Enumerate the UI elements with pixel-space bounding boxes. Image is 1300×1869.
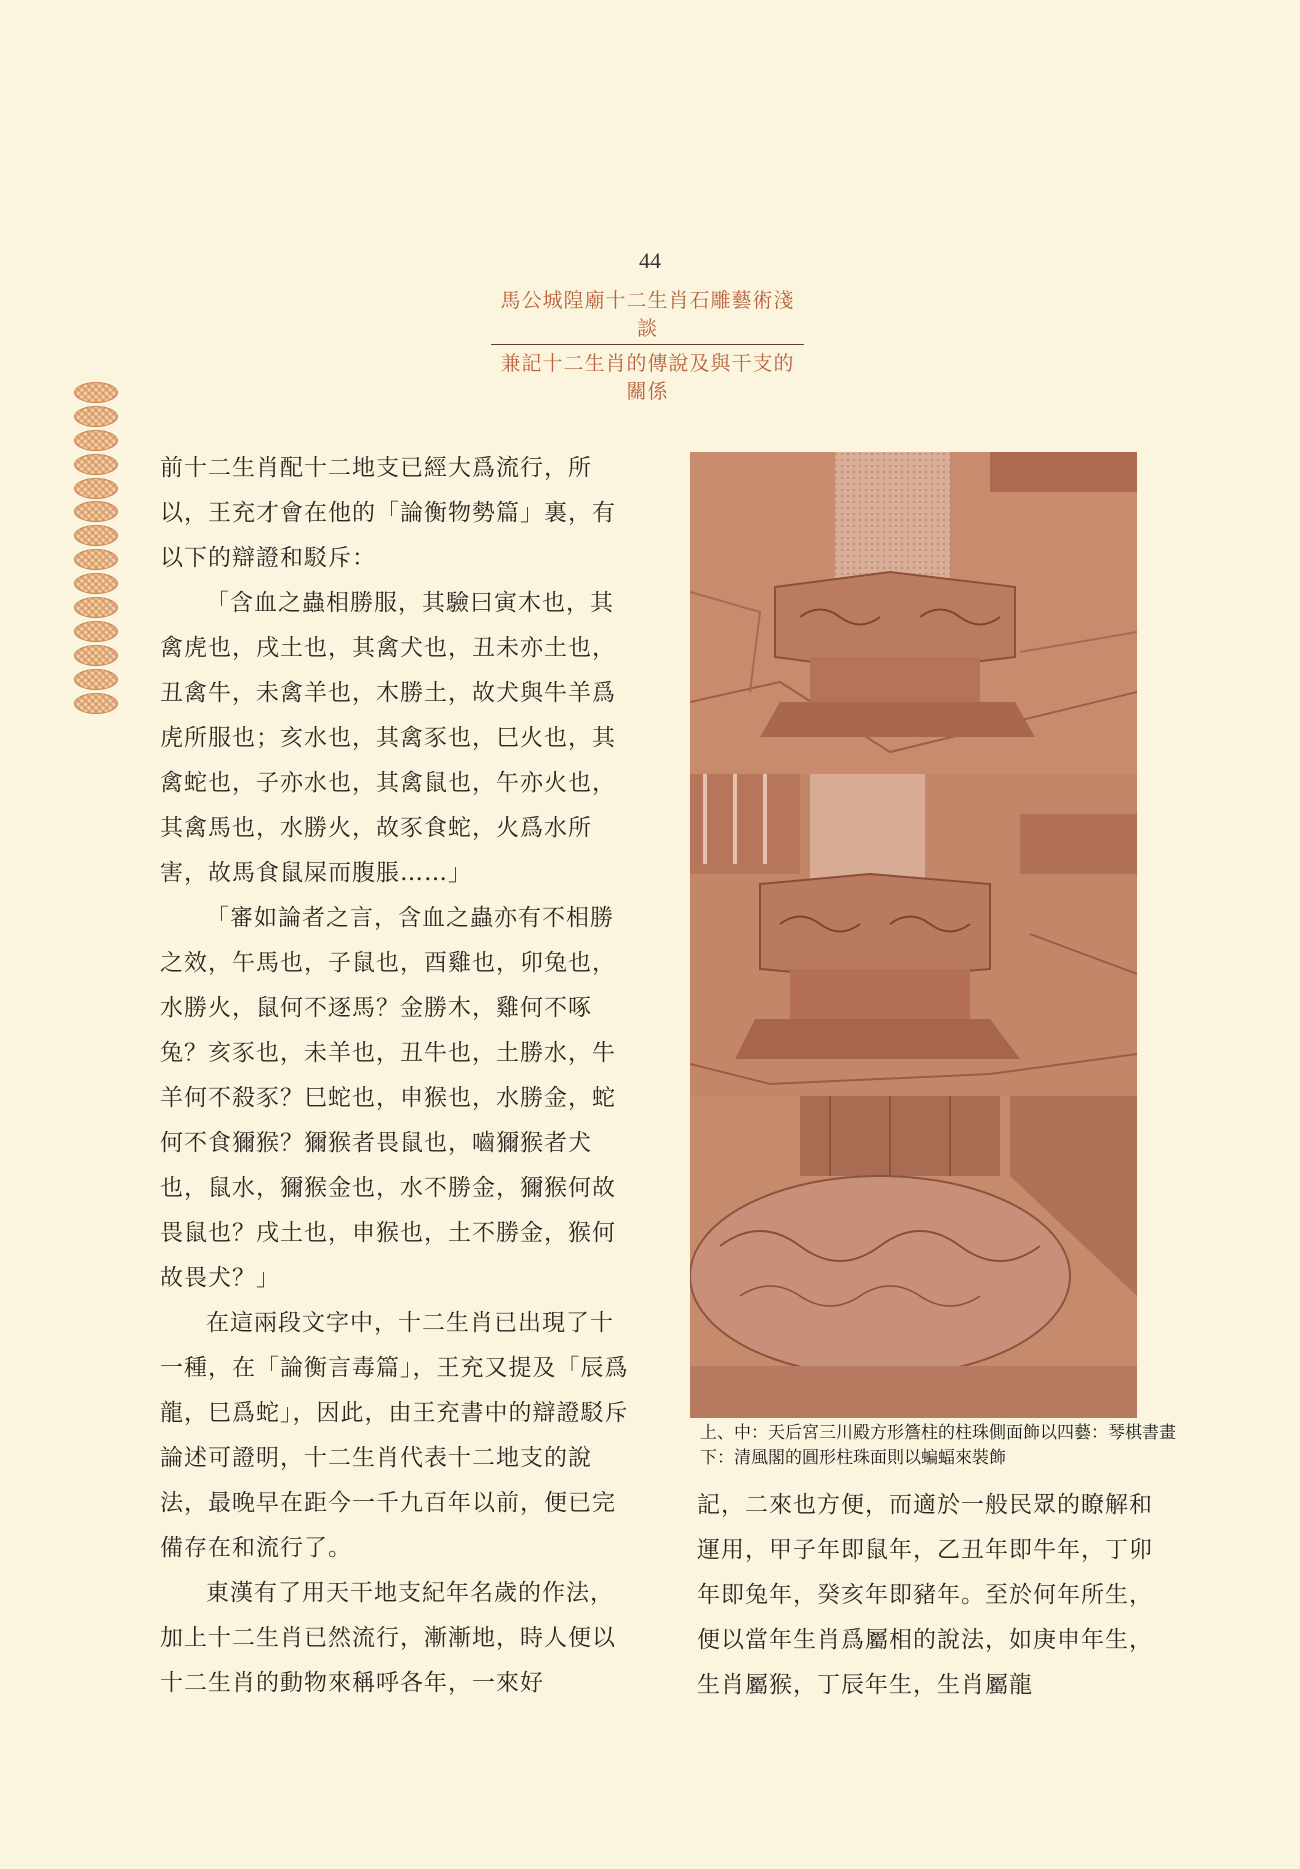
- coin-icon: [74, 406, 118, 427]
- coin-icon: [74, 501, 118, 522]
- caption-line: 上、中：天后宮三川殿方形簷柱的柱珠側面飾以四藝：琴棋書畫: [700, 1423, 1176, 1443]
- coin-icon: [74, 645, 118, 666]
- coin-chain-icon: [74, 382, 120, 716]
- paragraph: 東漢有了用天干地支紀年名歲的作法，加上十二生肖已然流行，漸漸地，時人便以十二生肖的動物來稱呼各年，一來好: [160, 1580, 616, 1696]
- coin-icon: [74, 478, 118, 499]
- photo-square-column-base-top: [690, 452, 1137, 774]
- coin-icon: [74, 454, 118, 475]
- quote-paragraph: 「含血之蟲相勝服，其驗曰寅木也，其禽虎也，戌土也，其禽犬也，丑未亦土也，丑禽牛，未禽羊也，木勝土，故犬與牛羊爲虎所服也；亥水也，其禽豕也，巳火也，其禽蛇也，子亦水也，其禽鼠也，午亦火也，其禽馬也，水勝火，故豕食蛇，火爲水所害，故馬食鼠屎而腹脹……」: [160, 590, 616, 886]
- coin-icon: [74, 549, 118, 570]
- coin-icon: [74, 693, 118, 714]
- page-number: 44: [639, 248, 661, 273]
- paragraph: 前十二生肖配十二地支已經大爲流行，所以，王充才會在他的「論衡物勢篇」裏，有以下的辯證和駁斥：: [160, 455, 616, 571]
- coin-icon: [74, 621, 118, 642]
- coin-icon: [74, 597, 118, 618]
- right-text-column: 記，二來也方便，而適於一般民眾的瞭解和運用，甲子年即鼠年，乙丑年即牛年，丁卯年即兔年，癸亥年即豬年。至於何年所生，便以當年生肖爲屬相的說法，如庚申年生，生肖屬猴，丁辰年生，生肖屬龍: [697, 1492, 1153, 1698]
- coin-icon: [74, 382, 118, 403]
- photo-round-column-base-bottom: [690, 1096, 1137, 1418]
- coin-icon: [74, 430, 118, 451]
- photo-square-column-base-middle: [690, 774, 1137, 1096]
- quote-paragraph: 「審如論者之言，含血之蟲亦有不相勝之效，午馬也，子鼠也，酉雞也，卯兔也，水勝火，鼠何不逐馬？金勝木，雞何不啄兔？亥豕也，未羊也，丑牛也，土勝水，牛羊何不殺豕？巳蛇也，申猴也，水勝金，蛇何不食獮猴？獮猴者畏鼠也，嚙獮猴者犬也，鼠水，獮猴金也，水不勝金，獮猴何故畏鼠也？戌土也，申猴也，土不勝金，猴何故畏犬？」: [160, 905, 616, 1291]
- caption-line: 下：清風閣的圓形柱珠面則以蝙蝠來裝飾: [700, 1448, 1006, 1468]
- running-header: [491, 286, 804, 405]
- coin-icon: [74, 573, 118, 594]
- paragraph: 在這兩段文字中，十二生肖已出現了十一種，在「論衡言毒篇」，王充又提及「辰爲龍，巳爲蛇」，因此，由王充書中的辯證駁斥論述可證明，十二生肖代表十二地支的說法，最晚早在距今一千九百年以前，便已完備存在和流行了。: [160, 1310, 629, 1561]
- header-subtitle: 兼記十二生肖的傳說及與干支的關係: [500, 351, 795, 403]
- left-text-column: [160, 446, 630, 1706]
- photo-stack: [690, 452, 1137, 1418]
- coin-icon: [74, 669, 118, 690]
- header-title: 馬公城隍廟十二生肖石雕藝術淺談: [500, 288, 795, 340]
- photo-caption: [700, 1421, 1220, 1471]
- header-divider: [491, 344, 804, 345]
- coin-icon: [74, 525, 118, 546]
